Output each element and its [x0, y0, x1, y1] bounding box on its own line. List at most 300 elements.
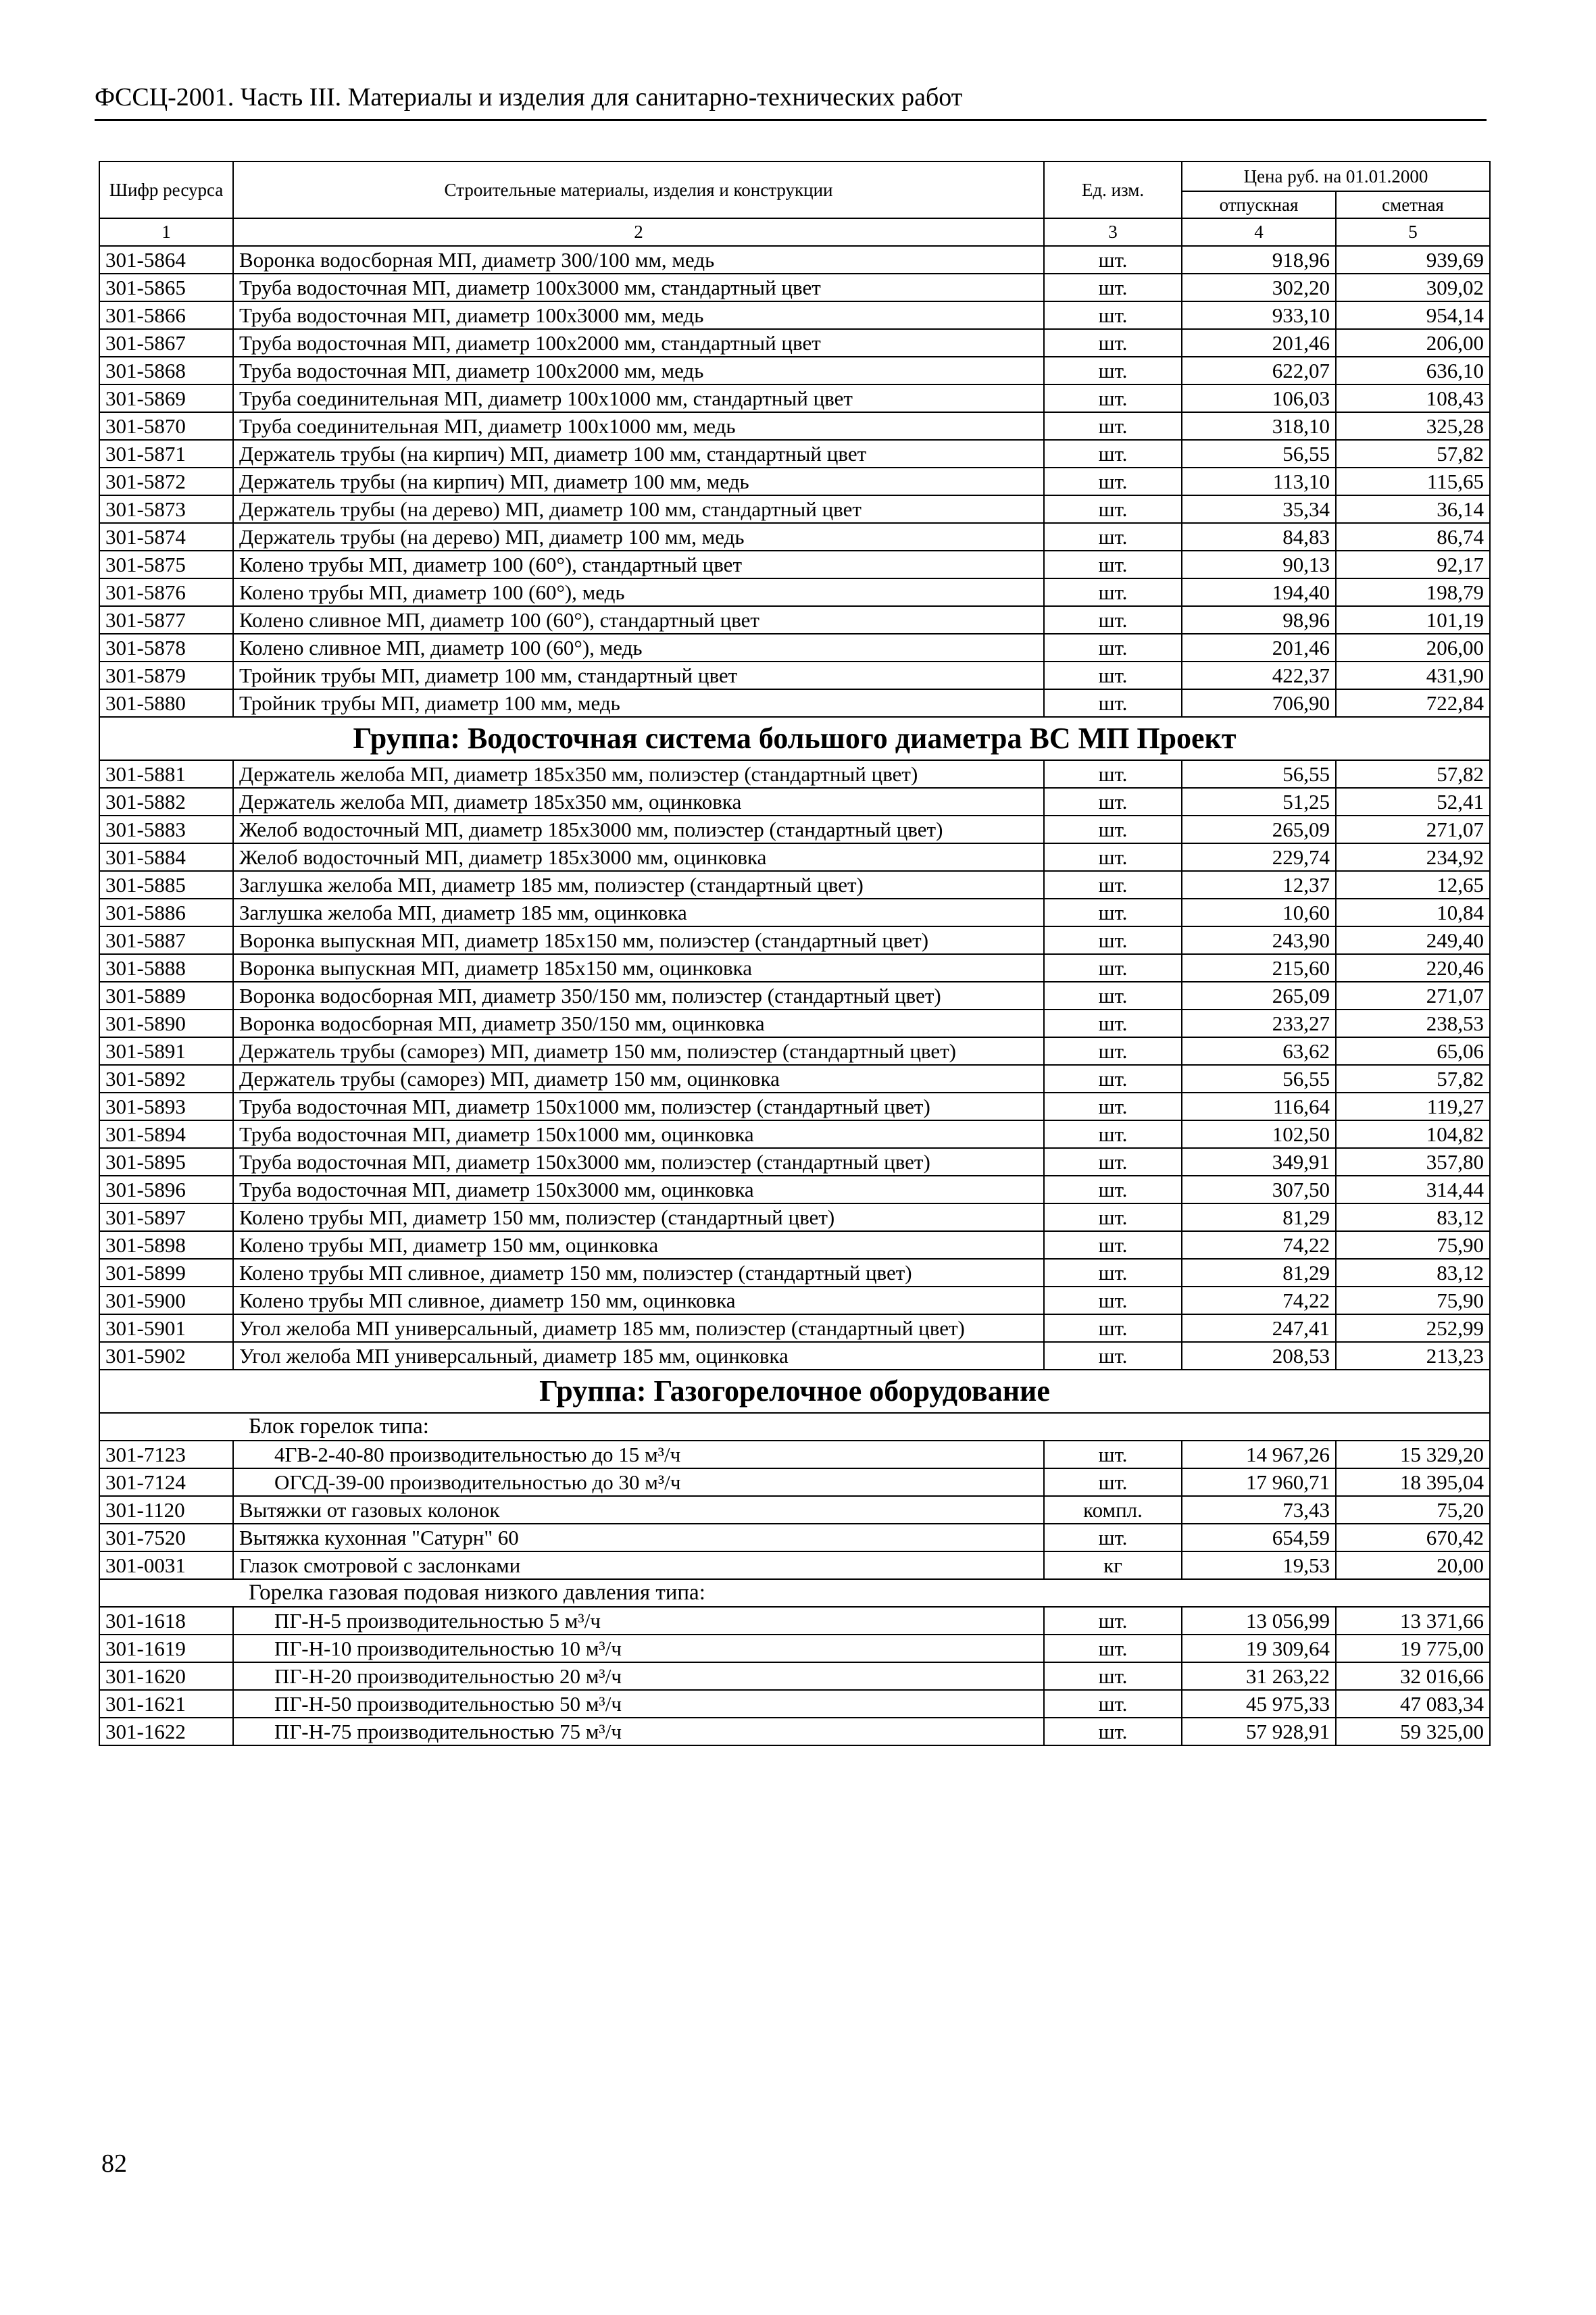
- material-name: Держатель трубы (на дерево) МП, диаметр 100 мм, медь: [233, 523, 1044, 551]
- table-row: [99, 1203, 1490, 1231]
- table-row: [99, 495, 1490, 523]
- resource-code: 301-5887: [99, 926, 233, 954]
- table-row: [99, 329, 1490, 357]
- price-wholesale: 318,10: [1182, 412, 1336, 440]
- table-row: [99, 523, 1490, 551]
- unit: шт.: [1044, 1662, 1182, 1690]
- price-estimate: 249,40: [1336, 926, 1490, 954]
- price-wholesale: 201,46: [1182, 329, 1336, 357]
- resource-code: 301-5880: [99, 689, 233, 717]
- price-wholesale: 918,96: [1182, 246, 1336, 274]
- price-wholesale: 265,09: [1182, 816, 1336, 843]
- price-wholesale: 17 960,71: [1182, 1468, 1336, 1496]
- price-estimate: 357,80: [1336, 1148, 1490, 1176]
- column-number: 4: [1182, 218, 1336, 246]
- material-name: ПГ-Н-50 производительностью 50 м³/ч: [233, 1690, 1044, 1718]
- price-estimate: 271,07: [1336, 816, 1490, 843]
- price-estimate: 19 775,00: [1336, 1635, 1490, 1662]
- material-name: Колено сливное МП, диаметр 100 (60°), стандартный цвет: [233, 606, 1044, 634]
- unit: шт.: [1044, 1287, 1182, 1314]
- resource-code: 301-5896: [99, 1176, 233, 1203]
- resource-code: 301-5892: [99, 1065, 233, 1093]
- resource-code: 301-5894: [99, 1120, 233, 1148]
- page-header: ФССЦ-2001. Часть III. Материалы и изделия для санитарно-технических работ: [95, 80, 1487, 121]
- unit: шт.: [1044, 1259, 1182, 1287]
- table-row: [99, 1093, 1490, 1120]
- unit: шт.: [1044, 1203, 1182, 1231]
- material-name: Угол желоба МП универсальный, диаметр 185 мм, оцинковка: [233, 1342, 1044, 1370]
- table-row: [99, 274, 1490, 301]
- price-estimate: 57,82: [1336, 440, 1490, 468]
- price-table: [99, 161, 1491, 1746]
- table-row: [99, 1662, 1490, 1690]
- material-name: Воронка водосборная МП, диаметр 350/150 мм, оцинковка: [233, 1010, 1044, 1037]
- table-row: [99, 1176, 1490, 1203]
- resource-code: 301-5886: [99, 899, 233, 926]
- price-estimate: 12,65: [1336, 871, 1490, 899]
- price-estimate: 13 371,66: [1336, 1607, 1490, 1635]
- price-wholesale: 45 975,33: [1182, 1690, 1336, 1718]
- price-wholesale: 51,25: [1182, 788, 1336, 816]
- price-estimate: 238,53: [1336, 1010, 1490, 1037]
- price-wholesale: 74,22: [1182, 1231, 1336, 1259]
- price-wholesale: 113,10: [1182, 468, 1336, 495]
- price-wholesale: 307,50: [1182, 1176, 1336, 1203]
- material-name: Колено сливное МП, диаметр 100 (60°), медь: [233, 634, 1044, 662]
- table-row: [99, 1496, 1490, 1524]
- price-wholesale: 10,60: [1182, 899, 1336, 926]
- resource-code: 301-1120: [99, 1496, 233, 1524]
- table-row: [99, 982, 1490, 1010]
- price-wholesale: 56,55: [1182, 440, 1336, 468]
- material-name: 4ГВ-2-40-80 производительностью до 15 м³/ч: [233, 1441, 1044, 1468]
- price-estimate: 65,06: [1336, 1037, 1490, 1065]
- resource-code: 301-5874: [99, 523, 233, 551]
- material-name: ОГСД-39-00 производительностью до 30 м³/ч: [233, 1468, 1044, 1496]
- resource-code: 301-5883: [99, 816, 233, 843]
- resource-code: 301-5889: [99, 982, 233, 1010]
- table-row: [99, 246, 1490, 274]
- group-heading: Группа: Газогорелочное оборудование: [99, 1370, 1490, 1413]
- price-wholesale: 201,46: [1182, 634, 1336, 662]
- table-header: [99, 161, 1490, 218]
- unit: шт.: [1044, 1441, 1182, 1468]
- unit: шт.: [1044, 1010, 1182, 1037]
- material-name: Труба соединительная МП, диаметр 100x1000 мм, медь: [233, 412, 1044, 440]
- price-estimate: 47 083,34: [1336, 1690, 1490, 1718]
- resource-code: 301-5900: [99, 1287, 233, 1314]
- price-wholesale: 12,37: [1182, 871, 1336, 899]
- column-number: 5: [1336, 218, 1490, 246]
- material-name: Вытяжки от газовых колонок: [233, 1496, 1044, 1524]
- price-estimate: 32 016,66: [1336, 1662, 1490, 1690]
- unit: шт.: [1044, 634, 1182, 662]
- unit: шт.: [1044, 1607, 1182, 1635]
- resource-code: 301-5876: [99, 578, 233, 606]
- material-name: ПГ-Н-75 производительностью 75 м³/ч: [233, 1718, 1044, 1745]
- unit: шт.: [1044, 495, 1182, 523]
- price-wholesale: 194,40: [1182, 578, 1336, 606]
- material-name: Труба соединительная МП, диаметр 100x1000 мм, стандартный цвет: [233, 384, 1044, 412]
- material-name: Заглушка желоба МП, диаметр 185 мм, оцинковка: [233, 899, 1044, 926]
- resource-code: 301-5895: [99, 1148, 233, 1176]
- price-wholesale: 35,34: [1182, 495, 1336, 523]
- price-estimate: 86,74: [1336, 523, 1490, 551]
- material-name: Колено трубы МП сливное, диаметр 150 мм, полиэстер (стандартный цвет): [233, 1259, 1044, 1287]
- material-name: Колено трубы МП, диаметр 100 (60°), стандартный цвет: [233, 551, 1044, 578]
- table-body: [99, 218, 1490, 1745]
- price-estimate: 206,00: [1336, 634, 1490, 662]
- resource-code: 301-7124: [99, 1468, 233, 1496]
- price-estimate: 722,84: [1336, 689, 1490, 717]
- header-unit: Ед. изм.: [1044, 161, 1182, 218]
- resource-code: 301-5879: [99, 662, 233, 689]
- unit: шт.: [1044, 1148, 1182, 1176]
- column-number: 3: [1044, 218, 1182, 246]
- price-wholesale: 247,41: [1182, 1314, 1336, 1342]
- resource-code: 301-5897: [99, 1203, 233, 1231]
- material-name: ПГ-Н-5 производительностью 5 м³/ч: [233, 1607, 1044, 1635]
- price-estimate: 213,23: [1336, 1342, 1490, 1370]
- table-row: [99, 384, 1490, 412]
- table-row: [99, 1607, 1490, 1635]
- price-wholesale: 73,43: [1182, 1496, 1336, 1524]
- price-wholesale: 14 967,26: [1182, 1441, 1336, 1468]
- material-name: Держатель трубы (на кирпич) МП, диаметр 100 мм, медь: [233, 468, 1044, 495]
- table-row: [99, 1635, 1490, 1662]
- price-estimate: 206,00: [1336, 329, 1490, 357]
- price-estimate: 59 325,00: [1336, 1718, 1490, 1745]
- table-row: [99, 1690, 1490, 1718]
- table-row: [99, 1342, 1490, 1370]
- unit: шт.: [1044, 1635, 1182, 1662]
- header-name: Строительные материалы, изделия и конструкции: [233, 161, 1044, 218]
- unit: шт.: [1044, 578, 1182, 606]
- price-estimate: 57,82: [1336, 1065, 1490, 1093]
- unit: шт.: [1044, 1524, 1182, 1551]
- material-name: Колено трубы МП, диаметр 100 (60°), медь: [233, 578, 1044, 606]
- unit: шт.: [1044, 1120, 1182, 1148]
- resource-code: 301-5869: [99, 384, 233, 412]
- subgroup-heading-row: [99, 1413, 1490, 1441]
- material-name: Воронка выпускная МП, диаметр 185x150 мм, оцинковка: [233, 954, 1044, 982]
- table-row: [99, 1259, 1490, 1287]
- price-estimate: 18 395,04: [1336, 1468, 1490, 1496]
- material-name: Труба водосточная МП, диаметр 100x2000 мм, медь: [233, 357, 1044, 384]
- unit: шт.: [1044, 274, 1182, 301]
- price-wholesale: 706,90: [1182, 689, 1336, 717]
- table-row: [99, 1120, 1490, 1148]
- price-estimate: 104,82: [1336, 1120, 1490, 1148]
- unit: шт.: [1044, 329, 1182, 357]
- price-wholesale: 229,74: [1182, 843, 1336, 871]
- resource-code: 301-5878: [99, 634, 233, 662]
- unit: шт.: [1044, 1342, 1182, 1370]
- group-heading-row: [99, 717, 1490, 760]
- price-estimate: 15 329,20: [1336, 1441, 1490, 1468]
- resource-code: 301-5875: [99, 551, 233, 578]
- unit: шт.: [1044, 788, 1182, 816]
- resource-code: 301-5888: [99, 954, 233, 982]
- material-name: Воронка водосборная МП, диаметр 350/150 мм, полиэстер (стандартный цвет): [233, 982, 1044, 1010]
- table-row: [99, 1718, 1490, 1745]
- table-row: [99, 301, 1490, 329]
- table-row: [99, 760, 1490, 788]
- table-row: [99, 578, 1490, 606]
- price-estimate: 314,44: [1336, 1176, 1490, 1203]
- unit: шт.: [1044, 606, 1182, 634]
- table-row: [99, 926, 1490, 954]
- price-estimate: 234,92: [1336, 843, 1490, 871]
- price-wholesale: 31 263,22: [1182, 1662, 1336, 1690]
- table-row: [99, 689, 1490, 717]
- unit: шт.: [1044, 926, 1182, 954]
- price-estimate: 252,99: [1336, 1314, 1490, 1342]
- unit: шт.: [1044, 662, 1182, 689]
- unit: шт.: [1044, 1037, 1182, 1065]
- unit: шт.: [1044, 468, 1182, 495]
- resource-code: 301-5864: [99, 246, 233, 274]
- price-estimate: 115,65: [1336, 468, 1490, 495]
- price-wholesale: 233,27: [1182, 1010, 1336, 1037]
- unit: шт.: [1044, 1176, 1182, 1203]
- material-name: Держатель трубы (саморез) МП, диаметр 150 мм, оцинковка: [233, 1065, 1044, 1093]
- price-estimate: 108,43: [1336, 384, 1490, 412]
- material-name: Держатель желоба МП, диаметр 185x350 мм, оцинковка: [233, 788, 1044, 816]
- price-wholesale: 422,37: [1182, 662, 1336, 689]
- unit: компл.: [1044, 1496, 1182, 1524]
- unit: шт.: [1044, 760, 1182, 788]
- resource-code: 301-5871: [99, 440, 233, 468]
- table-row: [99, 1065, 1490, 1093]
- material-name: Держатель желоба МП, диаметр 185x350 мм, полиэстер (стандартный цвет): [233, 760, 1044, 788]
- price-wholesale: 81,29: [1182, 1203, 1336, 1231]
- table-row: [99, 788, 1490, 816]
- price-estimate: 309,02: [1336, 274, 1490, 301]
- price-wholesale: 63,62: [1182, 1037, 1336, 1065]
- material-name: Угол желоба МП универсальный, диаметр 185 мм, полиэстер (стандартный цвет): [233, 1314, 1044, 1342]
- price-estimate: 431,90: [1336, 662, 1490, 689]
- unit: шт.: [1044, 871, 1182, 899]
- material-name: Тройник трубы МП, диаметр 100 мм, стандартный цвет: [233, 662, 1044, 689]
- unit: шт.: [1044, 954, 1182, 982]
- material-name: Труба водосточная МП, диаметр 150x1000 мм, оцинковка: [233, 1120, 1044, 1148]
- material-name: Воронка водосборная МП, диаметр 300/100 мм, медь: [233, 246, 1044, 274]
- subgroup-heading: Горелка газовая подовая низкого давления типа:: [99, 1579, 1490, 1607]
- unit: шт.: [1044, 843, 1182, 871]
- resource-code: 301-1622: [99, 1718, 233, 1745]
- price-estimate: 36,14: [1336, 495, 1490, 523]
- price-wholesale: 13 056,99: [1182, 1607, 1336, 1635]
- column-number-row: [99, 218, 1490, 246]
- material-name: Заглушка желоба МП, диаметр 185 мм, полиэстер (стандартный цвет): [233, 871, 1044, 899]
- unit: шт.: [1044, 1231, 1182, 1259]
- price-estimate: 75,90: [1336, 1287, 1490, 1314]
- unit: шт.: [1044, 1093, 1182, 1120]
- material-name: Колено трубы МП сливное, диаметр 150 мм, оцинковка: [233, 1287, 1044, 1314]
- table-row: [99, 662, 1490, 689]
- material-name: Труба водосточная МП, диаметр 150x1000 мм, полиэстер (стандартный цвет): [233, 1093, 1044, 1120]
- material-name: Глазок смотровой с заслонками: [233, 1551, 1044, 1579]
- price-estimate: 92,17: [1336, 551, 1490, 578]
- price-wholesale: 654,59: [1182, 1524, 1336, 1551]
- price-estimate: 670,42: [1336, 1524, 1490, 1551]
- material-name: Тройник трубы МП, диаметр 100 мм, медь: [233, 689, 1044, 717]
- material-name: ПГ-Н-20 производительностью 20 м³/ч: [233, 1662, 1044, 1690]
- resource-code: 301-5898: [99, 1231, 233, 1259]
- price-wholesale: 215,60: [1182, 954, 1336, 982]
- material-name: Труба водосточная МП, диаметр 150x3000 мм, оцинковка: [233, 1176, 1044, 1203]
- header-price: Цена руб. на 01.01.2000: [1182, 161, 1490, 191]
- material-name: Держатель трубы (на дерево) МП, диаметр 100 мм, стандартный цвет: [233, 495, 1044, 523]
- resource-code: 301-5873: [99, 495, 233, 523]
- price-estimate: 220,46: [1336, 954, 1490, 982]
- table-row: [99, 1231, 1490, 1259]
- table-row: [99, 634, 1490, 662]
- material-name: Держатель трубы (на кирпич) МП, диаметр 100 мм, стандартный цвет: [233, 440, 1044, 468]
- resource-code: 301-5890: [99, 1010, 233, 1037]
- price-wholesale: 90,13: [1182, 551, 1336, 578]
- resource-code: 301-5881: [99, 760, 233, 788]
- material-name: Воронка выпускная МП, диаметр 185x150 мм, полиэстер (стандартный цвет): [233, 926, 1044, 954]
- column-number: 1: [99, 218, 233, 246]
- unit: кг: [1044, 1551, 1182, 1579]
- unit: шт.: [1044, 412, 1182, 440]
- table-row: [99, 357, 1490, 384]
- price-wholesale: 56,55: [1182, 1065, 1336, 1093]
- price-estimate: 119,27: [1336, 1093, 1490, 1120]
- resource-code: 301-7123: [99, 1441, 233, 1468]
- table-row: [99, 468, 1490, 495]
- price-wholesale: 56,55: [1182, 760, 1336, 788]
- material-name: Держатель трубы (саморез) МП, диаметр 150 мм, полиэстер (стандартный цвет): [233, 1037, 1044, 1065]
- table-row: [99, 816, 1490, 843]
- unit: шт.: [1044, 1468, 1182, 1496]
- group-heading: Группа: Водосточная система большого диаметра ВС МП Проект: [99, 717, 1490, 760]
- material-name: ПГ-Н-10 производительностью 10 м³/ч: [233, 1635, 1044, 1662]
- table-row: [99, 606, 1490, 634]
- unit: шт.: [1044, 1718, 1182, 1745]
- header-code: Шифр ресурса: [99, 161, 233, 218]
- table-row: [99, 1468, 1490, 1496]
- unit: шт.: [1044, 1065, 1182, 1093]
- resource-code: 301-5884: [99, 843, 233, 871]
- resource-code: 301-5870: [99, 412, 233, 440]
- price-wholesale: 265,09: [1182, 982, 1336, 1010]
- price-estimate: 939,69: [1336, 246, 1490, 274]
- material-name: Желоб водосточный МП, диаметр 185x3000 мм, оцинковка: [233, 843, 1044, 871]
- unit: шт.: [1044, 384, 1182, 412]
- price-wholesale: 19,53: [1182, 1551, 1336, 1579]
- table-row: [99, 1148, 1490, 1176]
- price-estimate: 101,19: [1336, 606, 1490, 634]
- unit: шт.: [1044, 899, 1182, 926]
- price-estimate: 57,82: [1336, 760, 1490, 788]
- table-row: [99, 551, 1490, 578]
- price-wholesale: 19 309,64: [1182, 1635, 1336, 1662]
- price-estimate: 52,41: [1336, 788, 1490, 816]
- price-wholesale: 243,90: [1182, 926, 1336, 954]
- unit: шт.: [1044, 689, 1182, 717]
- price-estimate: 198,79: [1336, 578, 1490, 606]
- unit: шт.: [1044, 440, 1182, 468]
- price-wholesale: 302,20: [1182, 274, 1336, 301]
- unit: шт.: [1044, 816, 1182, 843]
- group-heading-row: [99, 1370, 1490, 1413]
- table-row: [99, 1441, 1490, 1468]
- unit: шт.: [1044, 982, 1182, 1010]
- subgroup-heading-row: [99, 1579, 1490, 1607]
- table-row: [99, 1524, 1490, 1551]
- price-estimate: 20,00: [1336, 1551, 1490, 1579]
- table-row: [99, 1010, 1490, 1037]
- price-wholesale: 81,29: [1182, 1259, 1336, 1287]
- column-number: 2: [233, 218, 1044, 246]
- price-estimate: 83,12: [1336, 1203, 1490, 1231]
- resource-code: 301-5899: [99, 1259, 233, 1287]
- resource-code: 301-5866: [99, 301, 233, 329]
- resource-code: 301-5893: [99, 1093, 233, 1120]
- material-name: Колено трубы МП, диаметр 150 мм, полиэстер (стандартный цвет): [233, 1203, 1044, 1231]
- resource-code: 301-1618: [99, 1607, 233, 1635]
- material-name: Труба водосточная МП, диаметр 150x3000 мм, полиэстер (стандартный цвет): [233, 1148, 1044, 1176]
- resource-code: 301-5901: [99, 1314, 233, 1342]
- table-row: [99, 1551, 1490, 1579]
- material-name: Труба водосточная МП, диаметр 100x2000 мм, стандартный цвет: [233, 329, 1044, 357]
- material-name: Труба водосточная МП, диаметр 100x3000 мм, медь: [233, 301, 1044, 329]
- resource-code: 301-7520: [99, 1524, 233, 1551]
- resource-code: 301-1620: [99, 1662, 233, 1690]
- resource-code: 301-1621: [99, 1690, 233, 1718]
- price-wholesale: 208,53: [1182, 1342, 1336, 1370]
- resource-code: 301-5865: [99, 274, 233, 301]
- table-row: [99, 871, 1490, 899]
- header-estimate: сметная: [1336, 191, 1490, 218]
- page-number: 82: [101, 2149, 127, 2178]
- price-wholesale: 84,83: [1182, 523, 1336, 551]
- material-name: Желоб водосточный МП, диаметр 185x3000 мм, полиэстер (стандартный цвет): [233, 816, 1044, 843]
- price-wholesale: 933,10: [1182, 301, 1336, 329]
- price-wholesale: 74,22: [1182, 1287, 1336, 1314]
- resource-code: 301-5877: [99, 606, 233, 634]
- unit: шт.: [1044, 551, 1182, 578]
- unit: шт.: [1044, 1314, 1182, 1342]
- price-estimate: 325,28: [1336, 412, 1490, 440]
- price-estimate: 954,14: [1336, 301, 1490, 329]
- price-estimate: 75,20: [1336, 1496, 1490, 1524]
- resource-code: 301-5872: [99, 468, 233, 495]
- table-row: [99, 843, 1490, 871]
- unit: шт.: [1044, 1690, 1182, 1718]
- price-wholesale: 57 928,91: [1182, 1718, 1336, 1745]
- price-wholesale: 349,91: [1182, 1148, 1336, 1176]
- price-estimate: 83,12: [1336, 1259, 1490, 1287]
- table-row: [99, 440, 1490, 468]
- resource-code: 301-0031: [99, 1551, 233, 1579]
- unit: шт.: [1044, 357, 1182, 384]
- price-wholesale: 106,03: [1182, 384, 1336, 412]
- table-row: [99, 899, 1490, 926]
- unit: шт.: [1044, 301, 1182, 329]
- material-name: Вытяжка кухонная "Сатурн" 60: [233, 1524, 1044, 1551]
- resource-code: 301-5902: [99, 1342, 233, 1370]
- subgroup-heading: Блок горелок типа:: [99, 1413, 1490, 1441]
- unit: шт.: [1044, 246, 1182, 274]
- price-wholesale: 98,96: [1182, 606, 1336, 634]
- price-wholesale: 622,07: [1182, 357, 1336, 384]
- price-estimate: 10,84: [1336, 899, 1490, 926]
- price-estimate: 271,07: [1336, 982, 1490, 1010]
